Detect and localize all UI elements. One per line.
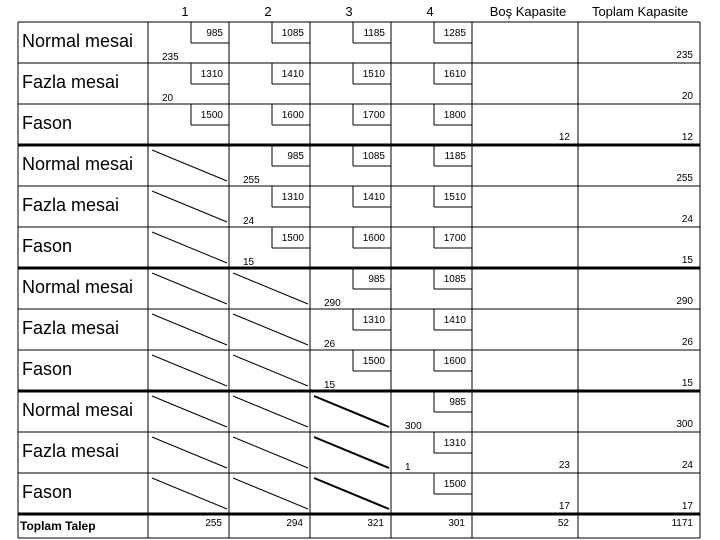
unit-cost: 1410 — [443, 315, 466, 326]
unit-cost: 1310 — [200, 69, 223, 80]
idle-capacity-value: 23 — [558, 460, 570, 471]
row-capacity: 26 — [681, 337, 693, 348]
row-capacity: 15 — [681, 255, 693, 266]
infeasible-cell-diagonal — [233, 355, 308, 386]
unit-cost: 985 — [449, 397, 466, 408]
unit-cost: 1085 — [362, 151, 385, 162]
row-label: Fason — [22, 359, 73, 379]
allocation-value: 255 — [243, 175, 260, 186]
unit-cost: 985 — [206, 28, 223, 39]
infeasible-cell-diagonal — [152, 191, 227, 222]
unit-cost: 1310 — [281, 192, 304, 203]
infeasible-cell-diagonal — [314, 437, 389, 468]
row-label: Fason — [22, 482, 73, 502]
row-label: Normal mesai — [22, 31, 134, 51]
unit-cost: 1285 — [443, 28, 466, 39]
row-label: Fazla mesai — [22, 318, 120, 338]
allocation-value: 235 — [162, 52, 179, 63]
row-label: Normal mesai — [22, 154, 134, 174]
total-demand-period-1: 255 — [205, 518, 222, 529]
unit-cost: 985 — [368, 274, 385, 285]
header-period-1: 1 — [181, 4, 189, 19]
unit-cost: 1410 — [362, 192, 385, 203]
row-label: Fason — [22, 236, 73, 256]
allocation-value: 20 — [162, 93, 174, 104]
unit-cost: 1500 — [200, 110, 223, 121]
infeasible-cell-diagonal — [152, 314, 227, 345]
total-capacity: 1171 — [671, 518, 693, 529]
header-total-capacity: Toplam Kapasite — [591, 4, 689, 19]
unit-cost: 1700 — [362, 110, 385, 121]
infeasible-cell-diagonal — [152, 232, 227, 263]
total-demand-label: Toplam Talep — [20, 519, 96, 533]
unit-cost: 1600 — [443, 356, 466, 367]
unit-cost: 985 — [287, 151, 304, 162]
allocation-value: 24 — [243, 216, 255, 227]
unit-cost: 1185 — [444, 151, 466, 162]
infeasible-cell-diagonal — [233, 273, 308, 304]
unit-cost: 1085 — [281, 28, 304, 39]
unit-cost: 1600 — [281, 110, 304, 121]
row-capacity: 20 — [681, 91, 693, 102]
unit-cost: 1310 — [362, 315, 385, 326]
header-idle-capacity: Boş Kapasite — [489, 4, 567, 19]
unit-cost: 1310 — [443, 438, 466, 449]
total-idle-capacity: 52 — [557, 518, 569, 529]
unit-cost: 1185 — [363, 28, 385, 39]
row-label: Normal mesai — [22, 400, 134, 420]
allocation-value: 26 — [324, 339, 336, 350]
row-label: Fason — [22, 113, 73, 133]
unit-cost: 1500 — [443, 479, 466, 490]
header-period-3: 3 — [345, 4, 353, 19]
unit-cost: 1410 — [281, 69, 304, 80]
row-capacity: 290 — [676, 296, 693, 307]
infeasible-cell-diagonal — [152, 437, 227, 468]
unit-cost: 1500 — [362, 356, 385, 367]
unit-cost: 1600 — [362, 233, 385, 244]
infeasible-cell-diagonal — [152, 355, 227, 386]
infeasible-cell-diagonal — [152, 396, 227, 427]
infeasible-cell-diagonal — [233, 314, 308, 345]
allocation-value: 15 — [324, 380, 336, 391]
row-capacity: 24 — [681, 460, 693, 471]
row-capacity: 255 — [676, 173, 693, 184]
row-label: Fazla mesai — [22, 195, 120, 215]
row-capacity: 235 — [676, 50, 693, 61]
row-capacity: 15 — [681, 378, 693, 389]
total-demand-period-2: 294 — [286, 518, 303, 529]
row-capacity: 300 — [676, 419, 693, 430]
idle-capacity-value: 12 — [558, 132, 570, 143]
unit-cost: 1510 — [443, 192, 466, 203]
unit-cost: 1510 — [362, 69, 385, 80]
infeasible-cell-diagonal — [152, 273, 227, 304]
infeasible-cell-diagonal — [233, 437, 308, 468]
infeasible-cell-diagonal — [233, 396, 308, 427]
unit-cost: 1085 — [443, 274, 466, 285]
allocation-value: 15 — [243, 257, 255, 268]
header-period-4: 4 — [426, 4, 434, 19]
infeasible-cell-diagonal — [152, 478, 227, 509]
row-label: Normal mesai — [22, 277, 134, 297]
total-demand-period-3: 321 — [367, 518, 384, 529]
row-label: Fazla mesai — [22, 72, 120, 92]
allocation-value: 1 — [405, 462, 411, 473]
total-demand-period-4: 301 — [448, 518, 465, 529]
row-capacity: 17 — [681, 501, 693, 512]
row-label: Fazla mesai — [22, 441, 120, 461]
idle-capacity-value: 17 — [558, 501, 570, 512]
unit-cost: 1700 — [443, 233, 466, 244]
infeasible-cell-diagonal — [314, 396, 389, 427]
unit-cost: 1500 — [281, 233, 304, 244]
infeasible-cell-diagonal — [233, 478, 308, 509]
allocation-value: 290 — [324, 298, 341, 309]
allocation-value: 300 — [405, 421, 422, 432]
row-capacity: 24 — [681, 214, 693, 225]
header-period-2: 2 — [264, 4, 272, 19]
infeasible-cell-diagonal — [314, 478, 389, 509]
unit-cost: 1610 — [443, 69, 466, 80]
unit-cost: 1800 — [443, 110, 466, 121]
row-capacity: 12 — [681, 132, 693, 143]
infeasible-cell-diagonal — [152, 150, 227, 181]
